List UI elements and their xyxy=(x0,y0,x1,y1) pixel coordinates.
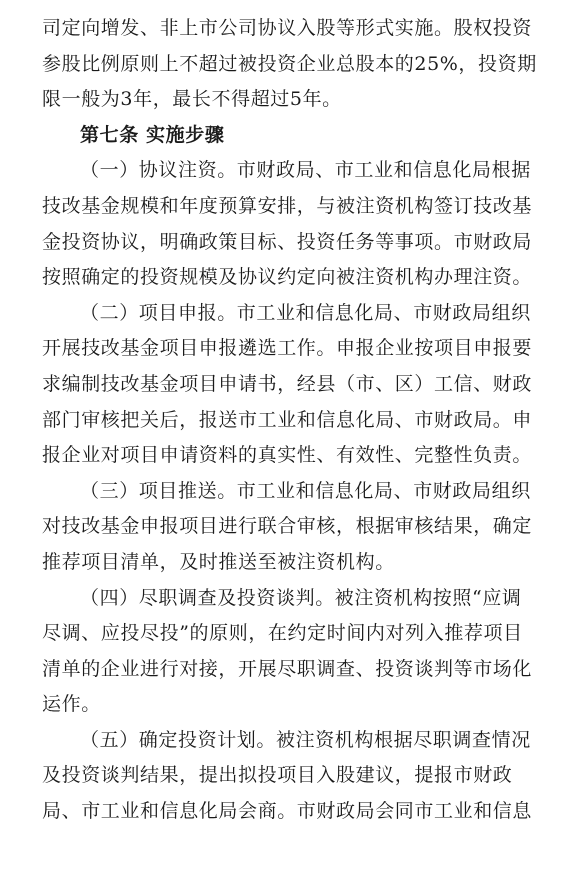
text-line: 及投资谈判结果，提出拟投项目入股建议，提报市财政 xyxy=(42,764,513,787)
section-heading: 第七条 实施步骤 xyxy=(80,123,225,146)
text-line: 部门审核把关后，报送市工业和信息化局、市财政局。申 xyxy=(42,408,533,431)
text-line: 开展技改基金项目申报遴选工作。申报企业按项目申报要 xyxy=(42,337,533,360)
text-line: 金投资协议，明确政策目标、投资任务等事项。市财政局 xyxy=(42,230,533,253)
text-line: 清单的企业进行对接，开展尽职调查、投资谈判等市场化 xyxy=(42,657,533,680)
text-line: 技改基金规模和年度预算安排，与被注资机构签订技改基 xyxy=(42,194,533,217)
text-line: 按照确定的投资规模及协议约定向被注资机构办理注资。 xyxy=(42,266,533,289)
text-line: 求编制技改基金项目申请书，经县（市、区）工信、财政 xyxy=(42,372,533,395)
paragraph-first-line: （三）项目推送。市工业和信息化局、市财政局组织 xyxy=(80,479,531,502)
text-line: 司定向增发、非上市公司协议入股等形式实施。股权投资 xyxy=(42,17,533,39)
text-line: 推荐项目清单，及时推送至被注资机构。 xyxy=(42,550,395,573)
text-line: 报企业对项目申请资料的真实性、有效性、完整性负责。 xyxy=(42,444,533,467)
text-line: 限一般为3年，最长不得超过5年。 xyxy=(42,88,342,111)
text-line: 局、市工业和信息化局会商。市财政局会同市工业和信息 xyxy=(42,800,533,823)
paragraph-first-line: （一）协议注资。市财政局、市工业和信息化局根据 xyxy=(80,159,531,182)
text-line: 对技改基金申报项目进行联合审核，根据审核结果，确定 xyxy=(42,515,533,538)
text-line: 运作。 xyxy=(42,693,101,716)
paragraph-first-line: （二）项目申报。市工业和信息化局、市财政局组织 xyxy=(80,301,531,324)
text-line: 参股比例原则上不超过被投资企业总股本的25%，投资期 xyxy=(42,52,537,75)
paragraph-first-line: （四）尽职调查及投资谈判。被注资机构按照“应调 xyxy=(80,586,522,609)
paragraph-first-line: （五）确定投资计划。被注资机构根据尽职调查情况 xyxy=(80,728,531,751)
text-line: 尽调、应投尽投”的原则，在约定时间内对列入推荐项目 xyxy=(42,622,523,645)
